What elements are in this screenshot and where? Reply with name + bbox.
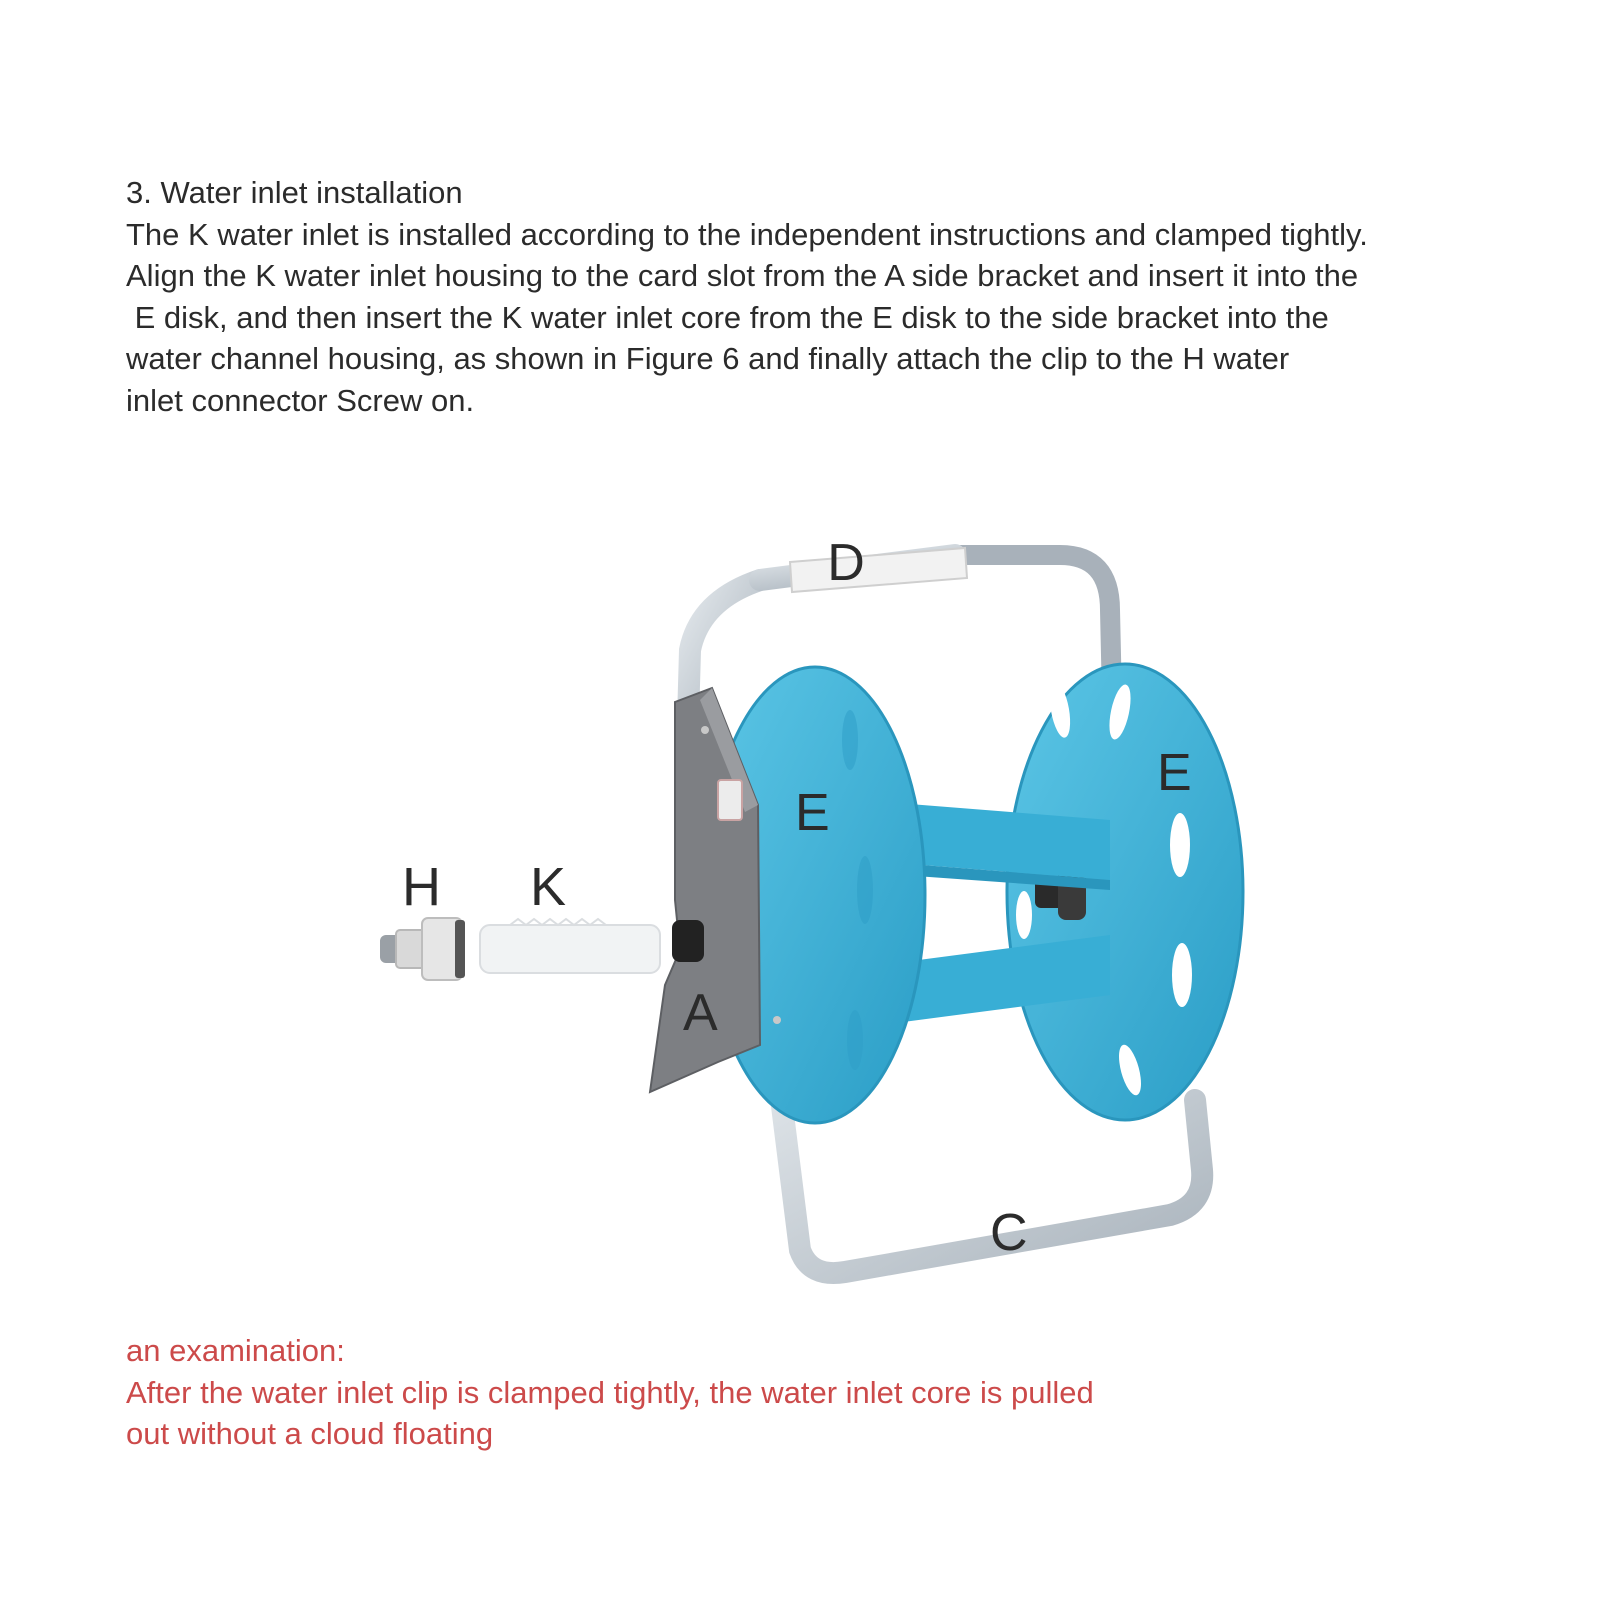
instructions-line: The K water inlet is installed according to the independent instructions and clamped tightly. [126, 216, 1368, 252]
k-inlet-core [480, 919, 660, 973]
top-grip-sleeve [790, 548, 967, 592]
label-e-back: E [1157, 744, 1192, 802]
bracket-slot [718, 780, 742, 820]
instructions-line: Align the K water inlet housing to the card slot from the A side bracket and insert it into the [126, 258, 1359, 293]
note-line: After the water inlet clip is clamped tightly, the water inlet core is pulled [126, 1374, 1094, 1410]
label-h: H [402, 857, 441, 917]
instructions-line: water channel housing, as shown in Figure 6 and finally attach the clip to the H water [126, 341, 1290, 376]
label-a: A [683, 984, 718, 1042]
instructions-line: E disk, and then insert the K water inlet core from the E disk to the side bracket into the [126, 299, 1329, 335]
label-d: D [827, 534, 865, 592]
bracket-knob [672, 920, 704, 962]
label-k: K [530, 857, 567, 917]
examination-note [126, 1330, 1426, 1455]
instructions-heading: 3. Water inlet installation [126, 175, 463, 210]
h-connector [380, 918, 465, 980]
note-heading: an examination: [126, 1333, 345, 1368]
instructions-line: inlet connector Screw on. [126, 382, 475, 418]
label-c: C [990, 1204, 1028, 1262]
note-line: out without a cloud floating [126, 1416, 494, 1451]
label-e-front: E [795, 784, 830, 842]
